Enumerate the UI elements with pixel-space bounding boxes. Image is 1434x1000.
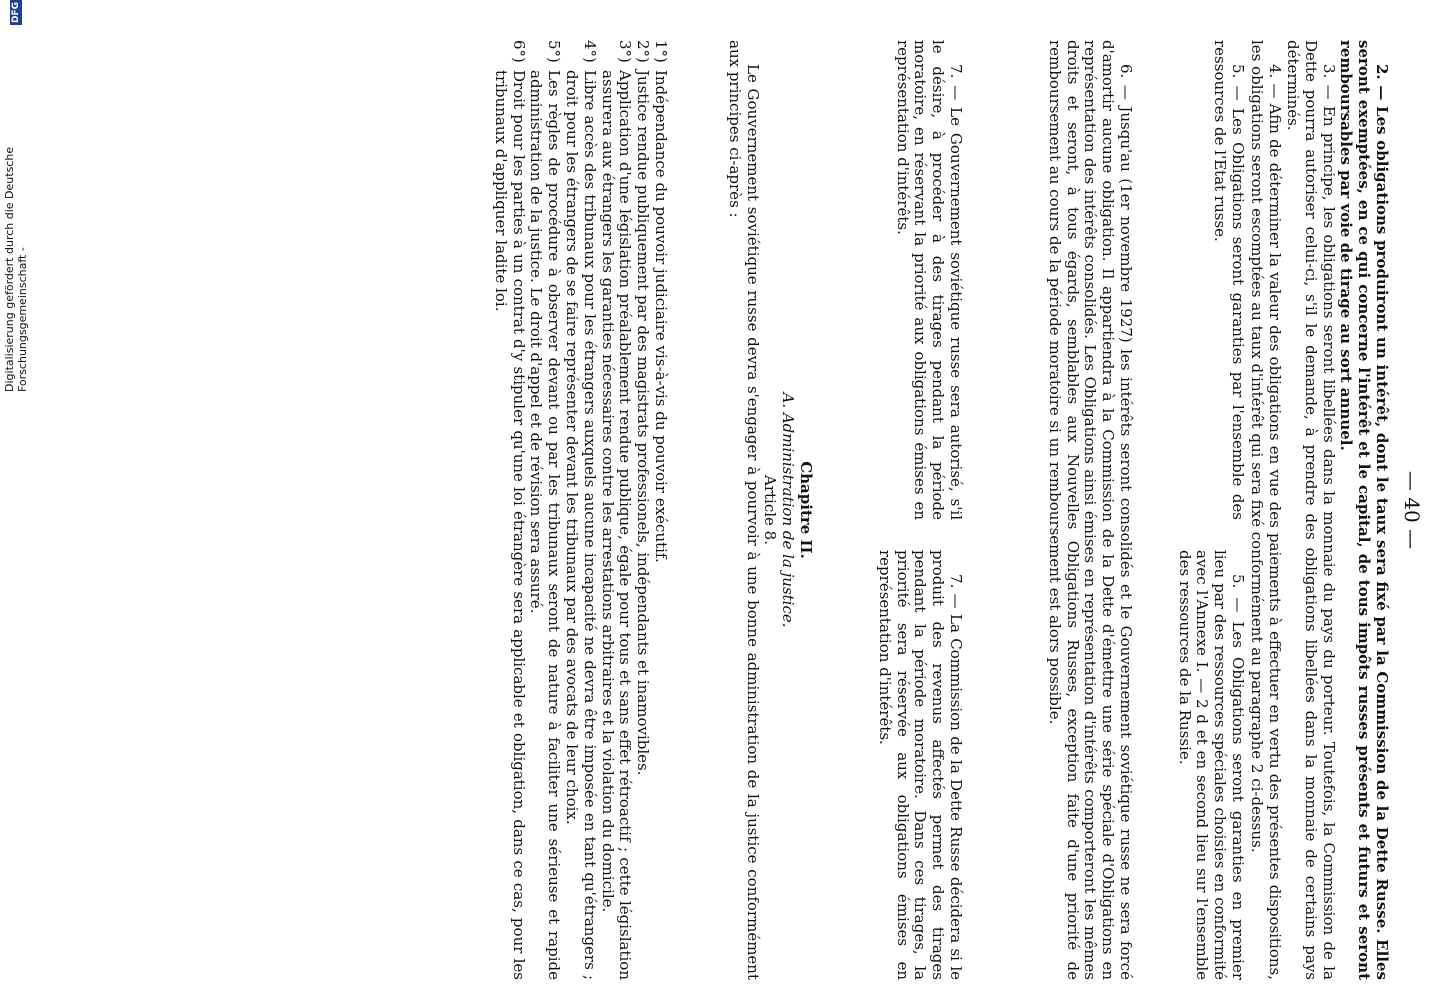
chapter-title: Chapitre II. [797,461,815,559]
paragraph-2: 2. — Les obligations produiront un intérêt, dont le taux sera fixé par la Commission de la Dette Russe. Elles seront exemptées, en ce qui concerne l'intérêt et le capital, de tous impôts russes présents et futurs et seront remboursables par voie de tirage au sort annuel. [1337,40,1391,980]
page-number: — 40 — [1400,470,1424,550]
item-number: 1°) [652,40,670,63]
paragraph-5-left-text: 5. — Les Obligations seront garanties par l'ensemble des ressources de l'Etat russe. [1211,40,1247,520]
paragraph-7-left-text: 7. — Le Gouvernement soviétique russe sera autorisé, s'il le désire, à procéder à des tirages pendant la période moratoire, en réservant la priorité aux obligations émises en représentation d'intérêts. [893,40,965,520]
item-text: Droit pour les parties à un contrat d'y stipuler qu'une loi étrangère sera applicable et obligation, dans ce cas, pour les tribunaux d'appliquer ladite loi. [491,70,528,980]
item-number: 6°) [509,40,528,63]
paragraph-7-right [875,550,964,980]
item-number: 4°) [580,40,599,63]
footer-credit: Digitalisierung gefördert durch die Deutsche Forschungsgemeinschaft - [3,146,29,392]
paragraph-6-block [1045,40,1134,980]
section-title: A. Administration de la justice. [779,392,798,628]
paragraph-7-left [893,40,964,520]
dfg-logo: DFG [11,2,21,24]
item-number: 3°) [616,40,635,63]
intro-paragraph: Le Gouvernement soviétique russe devra s'engager à pourvoir à une bonne administration de la justice conformément aux principes ci-après : [725,40,762,980]
item-text: Indépendance du pouvoir judiciaire vis-à-vis du pouvoir exécutif. [652,70,670,563]
paragraph-5-right [1175,550,1246,980]
paragraph-5-left [1210,40,1246,520]
item-text: Libre accès des tribunaux pour les étrangers auxquels aucune incapacité ne devra être imposée en tant qu'étrangers ; droit pour les étrangers de se faire représenter devant les tribunaux par des avocats de leur choix. [563,70,599,980]
footer-strip [0,0,29,1000]
paragraph-3: 3. — En principe, les obligations seront libellées dans la monnaie du pays du porteur. Toutefois, la Commission de la Dette pourra autoriser celui-ci, s'il le demande, à prendre des obligations libellées dans la monnaie de certains pays déterminés. [1284,40,1338,980]
paragraph-7-right-text: 7. — La Commission de la Dette Russe décidera si le produit des revenus affectés permet des tirages pendant la période moratoire. Dans ces tirages, la priorité sera réservée aux obligations émises en représentation d'intérêts. [875,550,965,980]
list-item [562,40,598,980]
article-title: Article 8. [761,475,780,545]
paragraphs-top [1248,40,1390,980]
paragraph-6: 6. — Jusqu'au (1er novembre 1927) les intérêts seront consolidés et le Gouvernement soviétique russe ne sera forcé d'amortir aucune obligation. Il appartiendra à la Commission de la Dette d'émettre une série spéciale d'Obligations en représentation des intérêts consolidés. Les Obligations ainsi émises en représentation d'intérêts comporteront les mêmes droits et seront, à tous égards, semblables aux Nouvelles Obligations Russes, exception faite d'une priorité de remboursement au cours de la période moratoire si un remboursement est alors possible. [1045,40,1135,980]
item-text: Justice rendue publiquement par des magistrats professionels, indépendants et inamovibles. [634,70,653,776]
list-item [633,40,651,980]
item-number: 2°) [634,40,653,63]
list-item [491,40,527,980]
paragraph-5-right-text: 5. — Les Obligations seront garanties en premier lieu par des ressources spéciales choisies en conformité avec l'Annexe I. — 2 d et en second lieu sur l'ensemble des ressources de la Russie. [1175,550,1247,980]
item-number: 5°) [545,40,564,63]
principles-list [491,40,669,980]
item-text: Application d'une législation préalablement rendue publique, égale pour tous et sans effet rétroactif ; cette législation assurera aux étrangers les garanties nécessaires contre les arrestations arbitraires et la violation du domicile. [598,70,635,980]
list-item [651,40,669,980]
list-item [527,40,563,980]
paragraph-4: 4. — Afin de déterminer la valeur des obligations en vue des paiements à effectuer en vertu des présentes dispositions, les obligations seront escomptées au taux d'intérêt qui sera fixé conformément au paragraphe 2 ci-dessus. [1248,40,1285,980]
document-page [0,40,1434,980]
chapter-block [725,40,814,980]
list-item [598,40,634,980]
item-text: Les règles de procédure à observer devant ou par les tribunaux seront de nature à faciliter une sérieuse et rapide administration de la justice. Le droit d'appel et de révision sera assuré. [527,70,564,980]
